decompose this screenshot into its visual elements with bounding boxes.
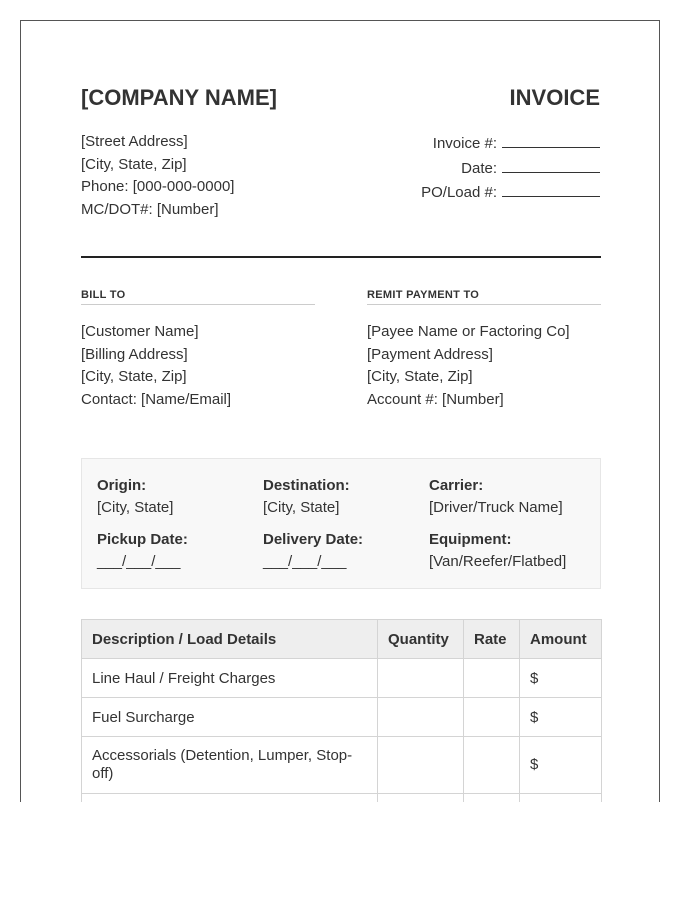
carrier-label: Carrier: (429, 477, 484, 494)
invoice-page (20, 20, 660, 802)
row-quantity[interactable] (378, 659, 464, 698)
column-header-rate: Rate (464, 620, 520, 659)
origin-value: [City, State] (97, 499, 174, 516)
table-row (82, 737, 602, 794)
column-header-amount: Amount (520, 620, 602, 659)
equipment-field (429, 529, 589, 573)
delivery-date-field (263, 529, 423, 573)
line-items-table (81, 619, 602, 802)
invoice-date-row (421, 156, 600, 181)
delivery-date-label: Delivery Date: (263, 531, 364, 548)
carrier-field (429, 475, 589, 519)
payment-city: [City, State, Zip] (367, 368, 473, 385)
pickup-date-label: Pickup Date: (97, 531, 188, 548)
invoice-number-field[interactable] (502, 131, 600, 148)
company-street: [Street Address] (81, 133, 188, 150)
carrier-value: [Driver/Truck Name] (429, 499, 563, 516)
shipment-details-box (81, 458, 601, 589)
payment-account: Account #: [Number] (367, 390, 504, 408)
table-header-row (82, 620, 602, 659)
po-load-field[interactable] (502, 180, 600, 197)
remit-payment-heading: REMIT PAYMENT TO (367, 289, 601, 305)
row-rate[interactable] (464, 737, 520, 794)
company-phone: Phone: [000-000-0000] (81, 178, 235, 195)
billing-city: [City, State, Zip] (81, 368, 187, 385)
company-name: [COMPANY NAME] (81, 85, 277, 110)
row-amount[interactable]: $ (520, 737, 602, 794)
table-row (82, 659, 602, 698)
remit-payment-section (367, 289, 601, 411)
company-mc-dot: MC/DOT#: [Number] (81, 200, 219, 218)
table-row (82, 794, 602, 803)
billing-address: [Billing Address] (81, 345, 188, 363)
invoice-date-label: Date: (461, 159, 497, 177)
header-divider (81, 256, 601, 258)
origin-label: Origin: (97, 477, 147, 494)
row-quantity[interactable] (378, 698, 464, 737)
document-title: INVOICE (509, 85, 600, 110)
origin-field (97, 475, 257, 519)
billing-contact: Contact: [Name/Email] (81, 390, 232, 408)
row-quantity[interactable] (378, 794, 464, 803)
table-row (82, 698, 602, 737)
pickup-date-field (97, 529, 257, 573)
pickup-date-value: ___/___/___ (97, 553, 181, 570)
po-load-label: PO/Load #: (421, 184, 497, 201)
po-load-row (421, 180, 600, 205)
company-address-block (81, 131, 234, 221)
invoice-meta-block (421, 131, 600, 205)
payment-address: [Payment Address] (367, 345, 493, 363)
equipment-value: [Van/Reefer/Flatbed] (429, 553, 567, 570)
row-description[interactable]: Accessorials (Detention, Lumper, Stop-off) (82, 737, 378, 794)
row-amount[interactable]: $ (520, 659, 602, 698)
row-description[interactable] (82, 794, 378, 803)
row-description[interactable]: Line Haul / Freight Charges (82, 659, 378, 698)
company-city: [City, State, Zip] (81, 155, 187, 173)
payee-name: [Payee Name or Factoring Co] (367, 323, 570, 340)
customer-name: [Customer Name] (81, 323, 199, 340)
bill-to-heading: BILL TO (81, 289, 315, 305)
destination-value: [City, State] (263, 499, 340, 516)
destination-label: Destination: (263, 477, 350, 494)
column-header-quantity: Quantity (378, 620, 464, 659)
row-rate[interactable] (464, 794, 520, 803)
destination-field (263, 475, 423, 519)
row-quantity[interactable] (378, 737, 464, 794)
row-amount[interactable] (520, 794, 602, 803)
delivery-date-value: ___/___/___ (263, 553, 347, 570)
row-rate[interactable] (464, 698, 520, 737)
equipment-label: Equipment: (429, 531, 512, 548)
invoice-number-label: Invoice #: (432, 135, 497, 152)
invoice-number-row (421, 131, 600, 156)
row-description[interactable]: Fuel Surcharge (82, 698, 378, 737)
row-rate[interactable] (464, 659, 520, 698)
column-header-description: Description / Load Details (82, 620, 378, 659)
row-amount[interactable]: $ (520, 698, 602, 737)
bill-to-section (81, 289, 315, 411)
invoice-date-field[interactable] (502, 156, 600, 173)
